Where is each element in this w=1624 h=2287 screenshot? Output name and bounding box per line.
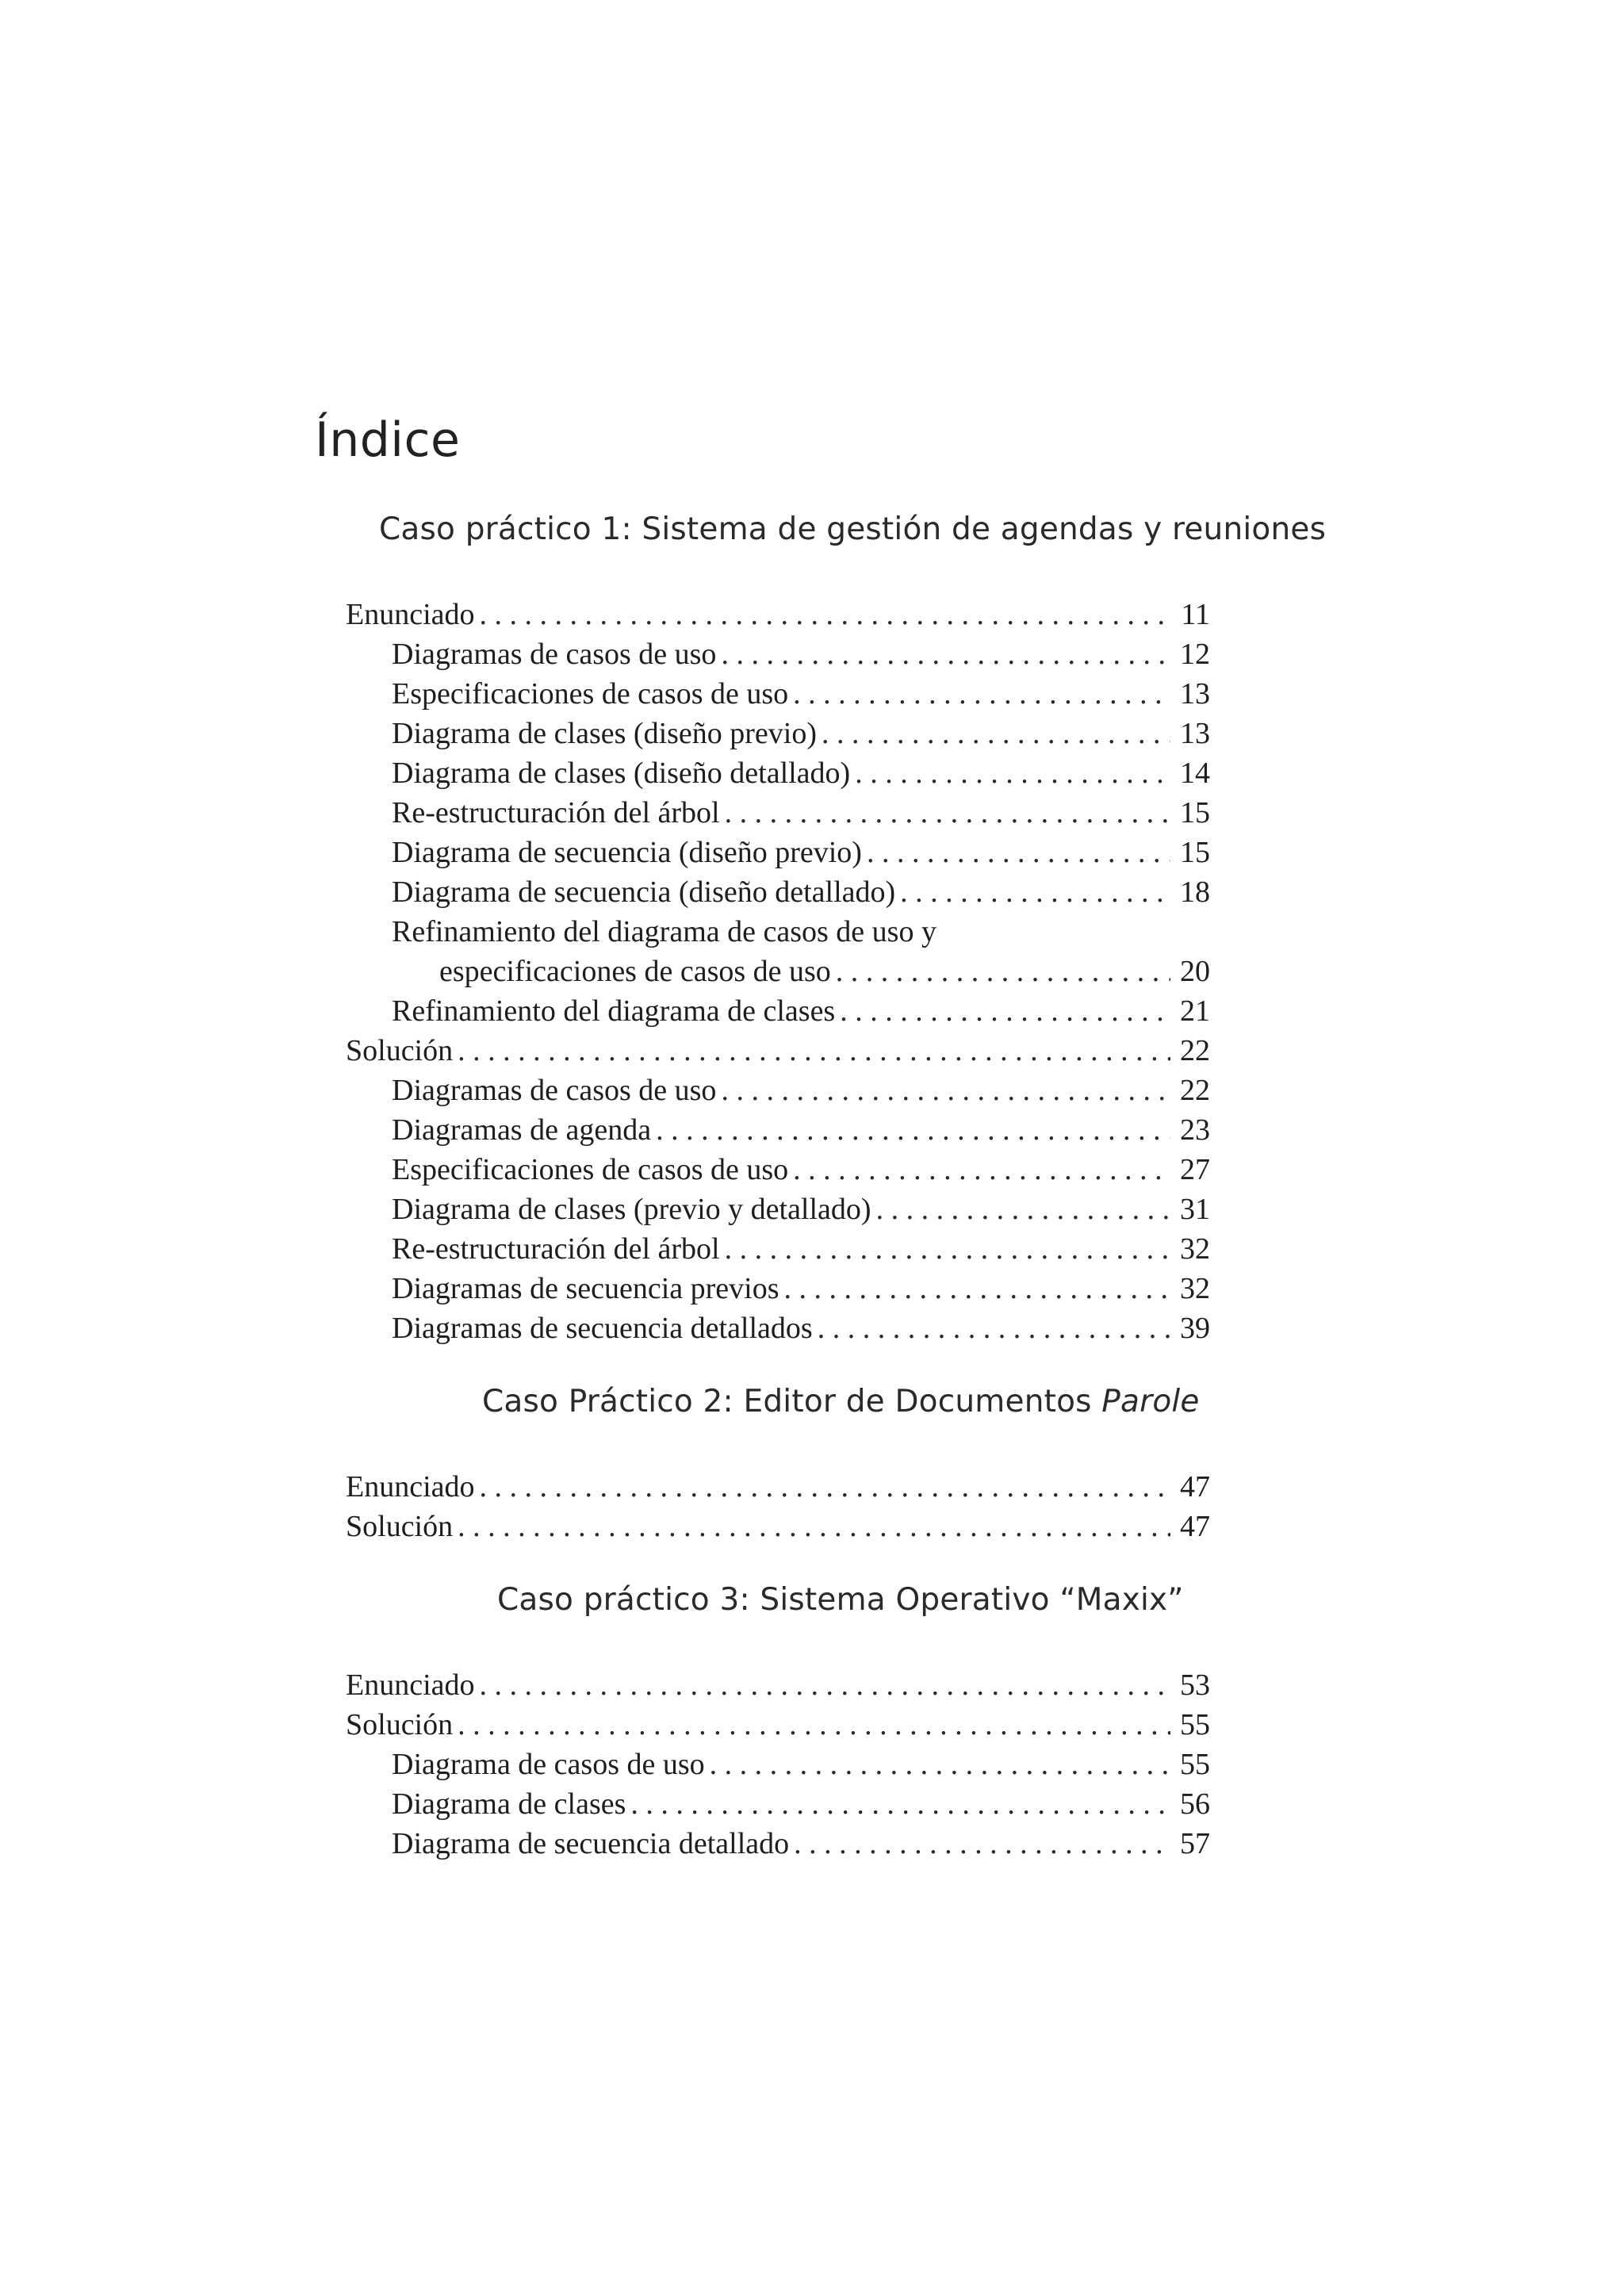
- dot-leader: [656, 1110, 1170, 1150]
- toc-list: [346, 1665, 1210, 1864]
- toc-entry-page-number: 11: [1181, 598, 1210, 631]
- toc-entry-page-number: 47: [1180, 1510, 1210, 1543]
- dot-leader: [721, 1071, 1170, 1110]
- toc-entry: [346, 1467, 1210, 1507]
- toc-entry-page-number: 15: [1180, 796, 1210, 829]
- toc-entry: [346, 1031, 1210, 1071]
- toc-entry: [346, 952, 1210, 991]
- toc-list: [346, 595, 1210, 1348]
- toc-entry: [346, 1824, 1210, 1864]
- toc-entry-label: Solución: [346, 1034, 454, 1067]
- toc-entry-page-number: 57: [1180, 1827, 1210, 1860]
- toc-entry-label: Diagrama de clases (diseño detallado): [392, 757, 851, 790]
- section-heading-italic: Parole: [1101, 1384, 1200, 1419]
- toc-entry-label: Diagrama de clases: [392, 1787, 626, 1821]
- dot-leader: [480, 595, 1170, 634]
- dot-leader: [900, 872, 1170, 912]
- section-heading: [497, 1578, 1184, 1622]
- toc-entry-label: Diagrama de clases (previo y detallado): [392, 1193, 871, 1226]
- toc-entry-page-number: 31: [1180, 1193, 1210, 1226]
- toc-entry-label: Solución: [346, 1510, 454, 1543]
- page-title: Índice: [315, 412, 461, 468]
- toc-entry: [346, 1507, 1210, 1546]
- dot-leader: [480, 1467, 1170, 1507]
- section-heading: [379, 508, 1326, 552]
- dot-leader: [793, 674, 1170, 714]
- toc-entry: [346, 1745, 1210, 1784]
- toc-entry-page-number: 13: [1180, 717, 1210, 750]
- toc-entry-label: Diagrama de clases (diseño previo): [392, 717, 818, 750]
- dot-leader: [458, 1705, 1170, 1745]
- toc-entry-page-number: 12: [1180, 638, 1210, 671]
- dot-leader: [784, 1269, 1170, 1308]
- toc-entry: [346, 912, 1210, 952]
- section-heading-text: Caso práctico 3: Sistema Operativo “Maxix”: [497, 1582, 1184, 1618]
- toc-entry: [346, 1110, 1210, 1150]
- toc-entry-page-number: 15: [1180, 836, 1210, 869]
- toc-entry-page-number: 21: [1180, 994, 1210, 1028]
- dot-leader: [480, 1665, 1170, 1705]
- toc-entry-label: Refinamiento del diagrama de clases: [392, 994, 836, 1028]
- toc-entry-label: Diagrama de secuencia (diseño previo): [392, 836, 862, 869]
- toc-entry-label: Enunciado: [346, 1470, 475, 1504]
- toc-entry-page-number: 56: [1180, 1787, 1210, 1821]
- toc-list: [346, 1467, 1210, 1546]
- toc-entry-label: Diagramas de casos de uso: [392, 1074, 717, 1107]
- toc-entry: [346, 1308, 1210, 1348]
- toc-entry-label: especificaciones de casos de uso: [439, 955, 831, 988]
- toc-entry-label: Diagrama de secuencia (diseño detallado): [392, 875, 896, 909]
- dot-leader: [840, 991, 1170, 1031]
- toc-entry-page-number: 32: [1180, 1272, 1210, 1305]
- toc-entry: [346, 1229, 1210, 1269]
- dot-leader: [818, 1308, 1170, 1348]
- toc-entry: [346, 991, 1210, 1031]
- dot-leader: [822, 714, 1170, 753]
- dot-leader: [458, 1507, 1170, 1546]
- toc-entry: [346, 1705, 1210, 1745]
- toc-entry-page-number: 13: [1180, 677, 1210, 711]
- toc-entry-label: Re-estructuración del árbol: [392, 1232, 720, 1266]
- toc-entry-label: Especificaciones de casos de uso: [392, 677, 789, 711]
- toc-entry: [346, 1665, 1210, 1705]
- toc-entry-page-number: 27: [1180, 1153, 1210, 1186]
- toc-entry: [346, 1189, 1210, 1229]
- toc-entry-label: Diagramas de secuencia detallados: [392, 1312, 813, 1345]
- toc-entry-label: Diagramas de casos de uso: [392, 638, 717, 671]
- toc-entry-label: Enunciado: [346, 1668, 475, 1702]
- toc-entry: [346, 753, 1210, 793]
- dot-leader: [458, 1031, 1170, 1071]
- toc-entry-label: Diagrama de casos de uso: [392, 1748, 705, 1781]
- dot-leader: [836, 952, 1170, 991]
- toc-entry-page-number: 23: [1180, 1113, 1210, 1147]
- toc-entry: [346, 1784, 1210, 1824]
- toc-entry: [346, 833, 1210, 872]
- dot-leader: [793, 1150, 1170, 1189]
- section-heading-text: Caso práctico 1: Sistema de gestión de agendas y reuniones: [379, 511, 1327, 547]
- toc-entry-page-number: 53: [1180, 1668, 1210, 1702]
- dot-leader: [721, 634, 1170, 674]
- toc-entry-page-number: 39: [1180, 1312, 1210, 1345]
- toc-entry: [346, 674, 1210, 714]
- toc-entry: [346, 634, 1210, 674]
- toc-entry-label: Enunciado: [346, 598, 475, 631]
- toc-entry: [346, 1269, 1210, 1308]
- toc-entry-page-number: 22: [1180, 1074, 1210, 1107]
- dot-leader: [725, 793, 1170, 833]
- toc-entry-label: Diagrama de secuencia detallado: [392, 1827, 790, 1860]
- toc-entry: [346, 714, 1210, 753]
- dot-leader: [630, 1784, 1170, 1824]
- toc-entry-label: Refinamiento del diagrama de casos de uso y: [392, 915, 936, 948]
- toc-entry: [346, 1071, 1210, 1110]
- toc-entry-label: Especificaciones de casos de uso: [392, 1153, 789, 1186]
- toc-entry-page-number: 32: [1180, 1232, 1210, 1266]
- dot-leader: [867, 833, 1170, 872]
- toc-entry-page-number: 55: [1180, 1708, 1210, 1741]
- toc-entry-page-number: 47: [1180, 1470, 1210, 1504]
- dot-leader: [725, 1229, 1170, 1269]
- toc-entry-page-number: 55: [1180, 1748, 1210, 1781]
- toc-entry-page-number: 20: [1180, 955, 1210, 988]
- dot-leader: [794, 1824, 1170, 1864]
- toc-entry-label: Solución: [346, 1708, 454, 1741]
- toc-entry: [346, 793, 1210, 833]
- toc-entry: [346, 595, 1210, 634]
- toc-entry-label: Diagramas de secuencia previos: [392, 1272, 779, 1305]
- dot-leader: [876, 1189, 1170, 1229]
- toc-entry-label: Diagramas de agenda: [392, 1113, 652, 1147]
- toc-entry-label: Re-estructuración del árbol: [392, 796, 720, 829]
- toc-entry: [346, 872, 1210, 912]
- toc-entry-page-number: 22: [1180, 1034, 1210, 1067]
- dot-leader: [855, 753, 1170, 793]
- section-heading: [482, 1380, 1200, 1424]
- toc-entry-page-number: 14: [1180, 757, 1210, 790]
- section-heading-text: Caso Práctico 2: Editor de Documentos: [482, 1384, 1102, 1419]
- dot-leader: [710, 1745, 1170, 1784]
- toc-entry-page-number: 18: [1180, 875, 1210, 909]
- toc-entry: [346, 1150, 1210, 1189]
